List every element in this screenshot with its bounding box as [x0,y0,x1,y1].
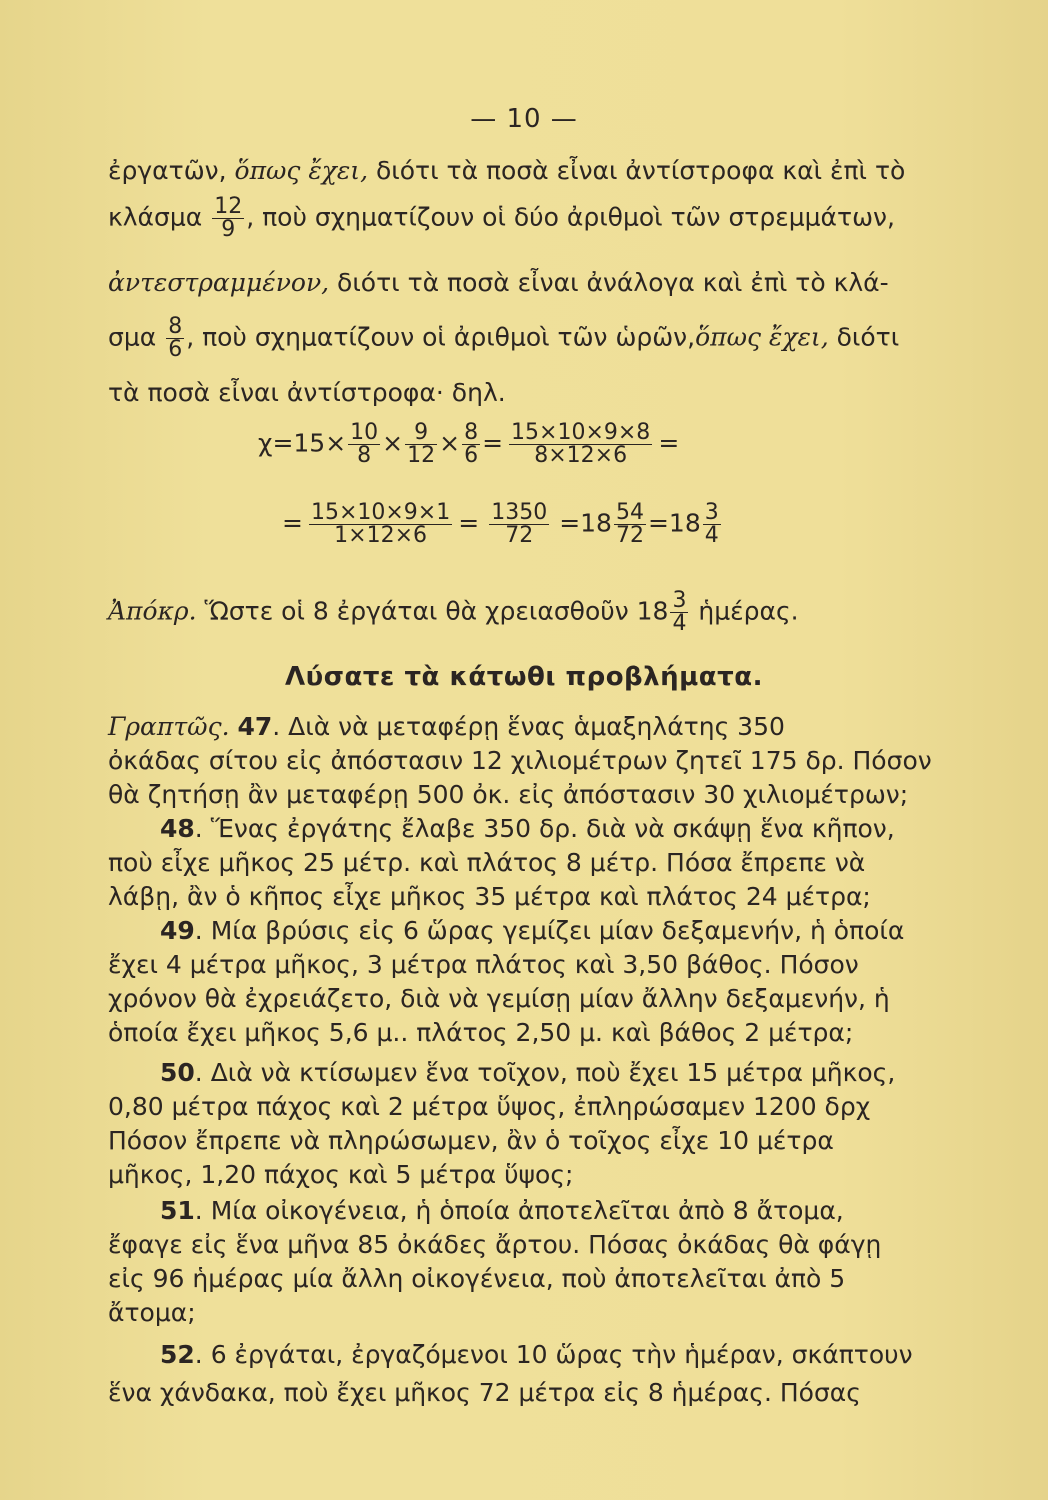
fraction: $\frac{3}{4}$ [704,500,719,548]
answer-line: Ἀπόκρ. Ὥστε οἱ 8 ἐργάται θὰ χρειασθοῦν 18 $\frac{3}{4}$ ἡμέρας. [108,588,799,636]
text-line: Πόσον ἔπρεπε νὰ πληρώσωμεν, ἂν ὁ τοῖχος εἶχε 10 μέτρα [108,1126,834,1155]
text-line: ἔφαγε εἰς ἕνα μῆνα 85 ὀκάδες ἄρτου. Πόσας ὀκάδας θὰ φάγῃ [108,1230,882,1259]
text-line: ἀντεστραμμένον, διότι τὰ ποσὰ εἶναι ἀνάλογα καὶ ἐπὶ τὸ κλά- [108,268,889,297]
fraction: $\frac{1350}{72}$ [491,500,548,548]
text-line: 48. Ἕνας ἐργάτης ἔλαβε 350 δρ. διὰ νὰ σκάψῃ ἕνα κῆπον, [160,814,895,843]
fraction: $\frac{15\times 10\times 9\times 8}{8\times 12\times 6}$ [511,420,651,468]
text-line: ἔχει 4 μέτρα μῆκος, 3 μέτρα πλάτος καὶ 3,50 βάθος. Πόσον [108,950,859,979]
text-line: 51. Μία οἰκογένεια, ἡ ὁποία ἀποτελεῖται ἀπὸ 8 ἄτομα, [160,1196,844,1225]
fraction: $\frac{9}{12}$ [407,420,436,468]
fraction: $\frac{10}{8}$ [350,420,379,468]
text-line: 0,80 μέτρα πάχος καὶ 2 μέτρα ὕψος, ἐπληρώσαμεν 1200 δρχ [108,1092,871,1121]
text-line: ἄτομα; [108,1298,196,1327]
answer-label: Ἀπόκρ. [108,596,197,626]
text-line: εἰς 96 ἡμέρας μία ἄλλη οἰκογένεια, ποὺ ἀποτελεῖται ἀπὸ 5 [108,1264,846,1293]
fraction: $\frac{3}{4}$ [672,588,687,636]
text-line: σμα $\frac{8}{6}$ , ποὺ σχηματίζουν οἱ ἀριθμοὶ τῶν ὡρῶν,ὅπως ἔχει, διότι [108,314,900,362]
page-number: — 10 — [470,104,578,134]
text-line: 52. 6 ἐργάται, ἐργαζόμενοι 10 ὥρας τὴν ἡμέραν, σκάπτουν [160,1340,913,1369]
text-line: ὁποία ἔχει μῆκος 5,6 μ.. πλάτος 2,50 μ. καὶ βάθος 2 μέτρα; [108,1018,854,1047]
text-line: θὰ ζητήσῃ ἂν μεταφέρῃ 500 ὀκ. εἰς ἀπόστασιν 30 χιλιομέτρων; [108,780,909,809]
equation-line-2: = $\frac{15\times 10\times 9\times 1}{1\times 12\times 6}$ = $\frac{1350}{72}$ =18 $\frac{54}{72}$ =18 $\frac{3}{4}$ [282,500,719,548]
text-line: λάβῃ, ἂν ὁ κῆπος εἶχε μῆκος 35 μέτρα καὶ πλάτος 24 μέτρα; [108,882,871,911]
text-line: ποὺ εἶχε μῆκος 25 μέτρ. καὶ πλάτος 8 μέτρ. Πόσα ἔπρεπε νὰ [108,848,866,877]
text-line: 50. Διὰ νὰ κτίσωμεν ἕνα τοῖχον, ποὺ ἔχει 15 μέτρα μῆκος, [160,1058,896,1087]
text-line: τὰ ποσὰ εἶναι ἀντίστροφα· δηλ. [108,378,506,407]
text-line: 49. Μία βρύσις εἰς 6 ὥρας γεμίζει μίαν δεξαμενήν, ἡ ὁποία [160,916,905,945]
section-heading: Λύσατε τὰ κάτωθι προβλήματα. [285,662,763,692]
fraction: $\frac{12}{9}$ [214,194,243,242]
text-line: μῆκος, 1,20 πάχος καὶ 5 μέτρα ὕψος; [108,1160,574,1189]
fraction: $\frac{15\times 10\times 9\times 1}{1\times 12\times 6}$ [310,500,451,548]
text-line: χρόνον θὰ ἐχρειάζετο, διὰ νὰ γεμίσῃ μίαν ἄλλην δεξαμενήν, ἡ [108,984,890,1013]
text-line: ἕνα χάνδακα, ποὺ ἔχει μῆκος 72 μέτρα εἰς 8 ἡμέρας. Πόσας [108,1378,861,1407]
fraction: $\frac{8}{6}$ [168,314,183,362]
text-line: ἐργατῶν, ὅπως ἔχει, διότι τὰ ποσὰ εἶναι ἀντίστροφα καὶ ἐπὶ τὸ [108,156,906,185]
equation-line-1: χ=15× $\frac{10}{8}$ × $\frac{9}{12}$ × $\frac{8}{6}$ = $\frac{15\times 10\times 9\times 8}{8\times 12\times 6}$ = [258,420,680,468]
text-line: Γραπτῶς. 47. Διὰ νὰ μεταφέρῃ ἕνας ἁμαξηλάτης 350 [108,712,785,741]
text-line: κλάσμα $\frac{12}{9}$ , ποὺ σχηματίζουν οἱ δύο ἀριθμοὶ τῶν στρεμμάτων, [108,194,895,242]
fraction: $\frac{8}{6}$ [464,420,479,468]
text-line: ὀκάδας σίτου εἰς ἀπόστασιν 12 χιλιομέτρων ζητεῖ 175 δρ. Πόσον [108,746,932,775]
fraction: $\frac{54}{72}$ [615,500,644,548]
